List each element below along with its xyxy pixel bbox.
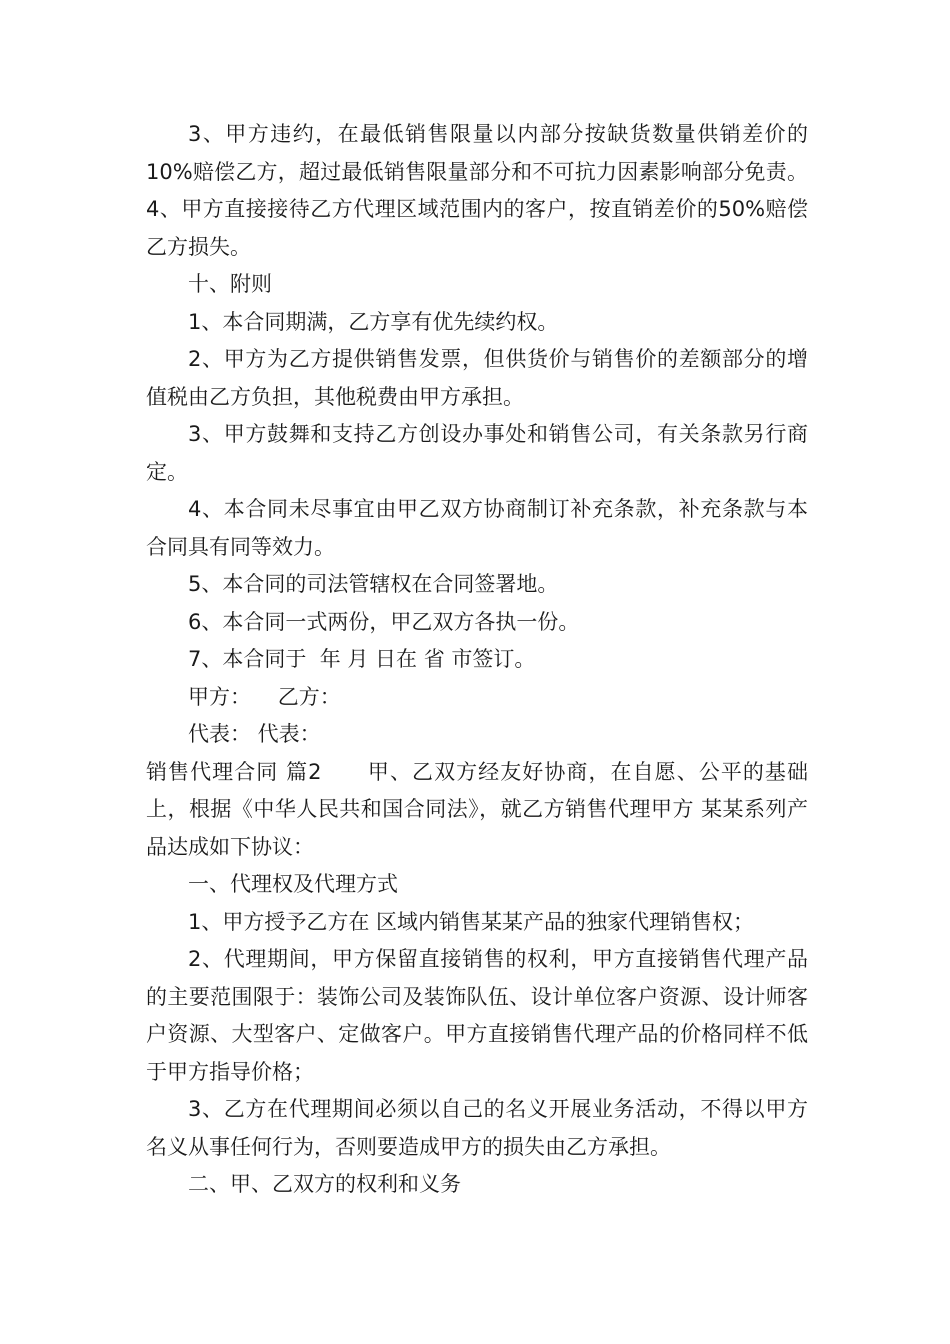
signature-representatives-line: 代表： 代表： <box>188 722 321 746</box>
paragraph-appendix-3: 3、甲方鼓舞和支持乙方创设办事处和销售公司，有关条款另行商定。 <box>146 422 808 484</box>
paragraph-appendix-6: 6、本合同一式两份，甲乙双方各执一份。 <box>188 609 580 634</box>
paragraph-appendix-2: 2、甲方为乙方提供销售发票，但供货价与销售价的差额部分的增值税由乙方负担，其他税费由甲方承担。 <box>146 347 808 409</box>
paragraph-agency-2: 2、代理期间，甲方保留直接销售的权利，甲方直接销售代理产品的主要范围限于：装饰公司及装饰队伍、设计单位客户资源、设计师客户资源、大型客户、定做客户。甲方直接销售代理产品的价格同样不低于甲方指导价格； <box>146 947 808 1084</box>
document-body <box>146 116 808 1204</box>
section-heading-rights-obligations: 二、甲、乙双方的权利和义务 <box>188 1172 461 1196</box>
paragraph-appendix-4: 4、本合同未尽事宜由甲乙双方协商制订补充条款，补充条款与本合同具有同等效力。 <box>146 497 808 559</box>
paragraph-clause-3-breach: 3、甲方违约，在最低销售限量以内部分按缺货数量供销差价的10%赔偿乙方，超过最低销售限量部分和不可抗力因素影响部分免责。4、甲方直接接待乙方代理区域范围内的客户，按直销差价的50%赔偿乙方损失。 <box>146 122 808 259</box>
section-heading-agency-rights: 一、代理权及代理方式 <box>188 872 398 896</box>
paragraph-appendix-1: 1、本合同期满，乙方享有优先续约权。 <box>188 309 559 334</box>
paragraph-agency-3: 3、乙方在代理期间必须以自己的名义开展业务活动，不得以甲方名义从事任何行为，否则要造成甲方的损失由乙方承担。 <box>146 1097 808 1159</box>
section-heading-appendix: 十、附则 <box>188 272 272 296</box>
signature-parties-line: 甲方： 乙方： <box>188 684 341 709</box>
paragraph-appendix-7: 7、本合同于 年 月 日在 省 市签订。 <box>188 647 536 671</box>
contract-2-intro: 销售代理合同 篇2 甲、乙双方经友好协商，在自愿、公平的基础上，根据《中华人民共和国合同法》，就乙方销售代理甲方 某某系列产品达成如下协议： <box>146 759 808 859</box>
paragraph-appendix-5: 5、本合同的司法管辖权在合同签署地。 <box>188 572 559 596</box>
paragraph-agency-1: 1、甲方授予乙方在 区域内销售某某产品的独家代理销售权； <box>188 909 755 934</box>
